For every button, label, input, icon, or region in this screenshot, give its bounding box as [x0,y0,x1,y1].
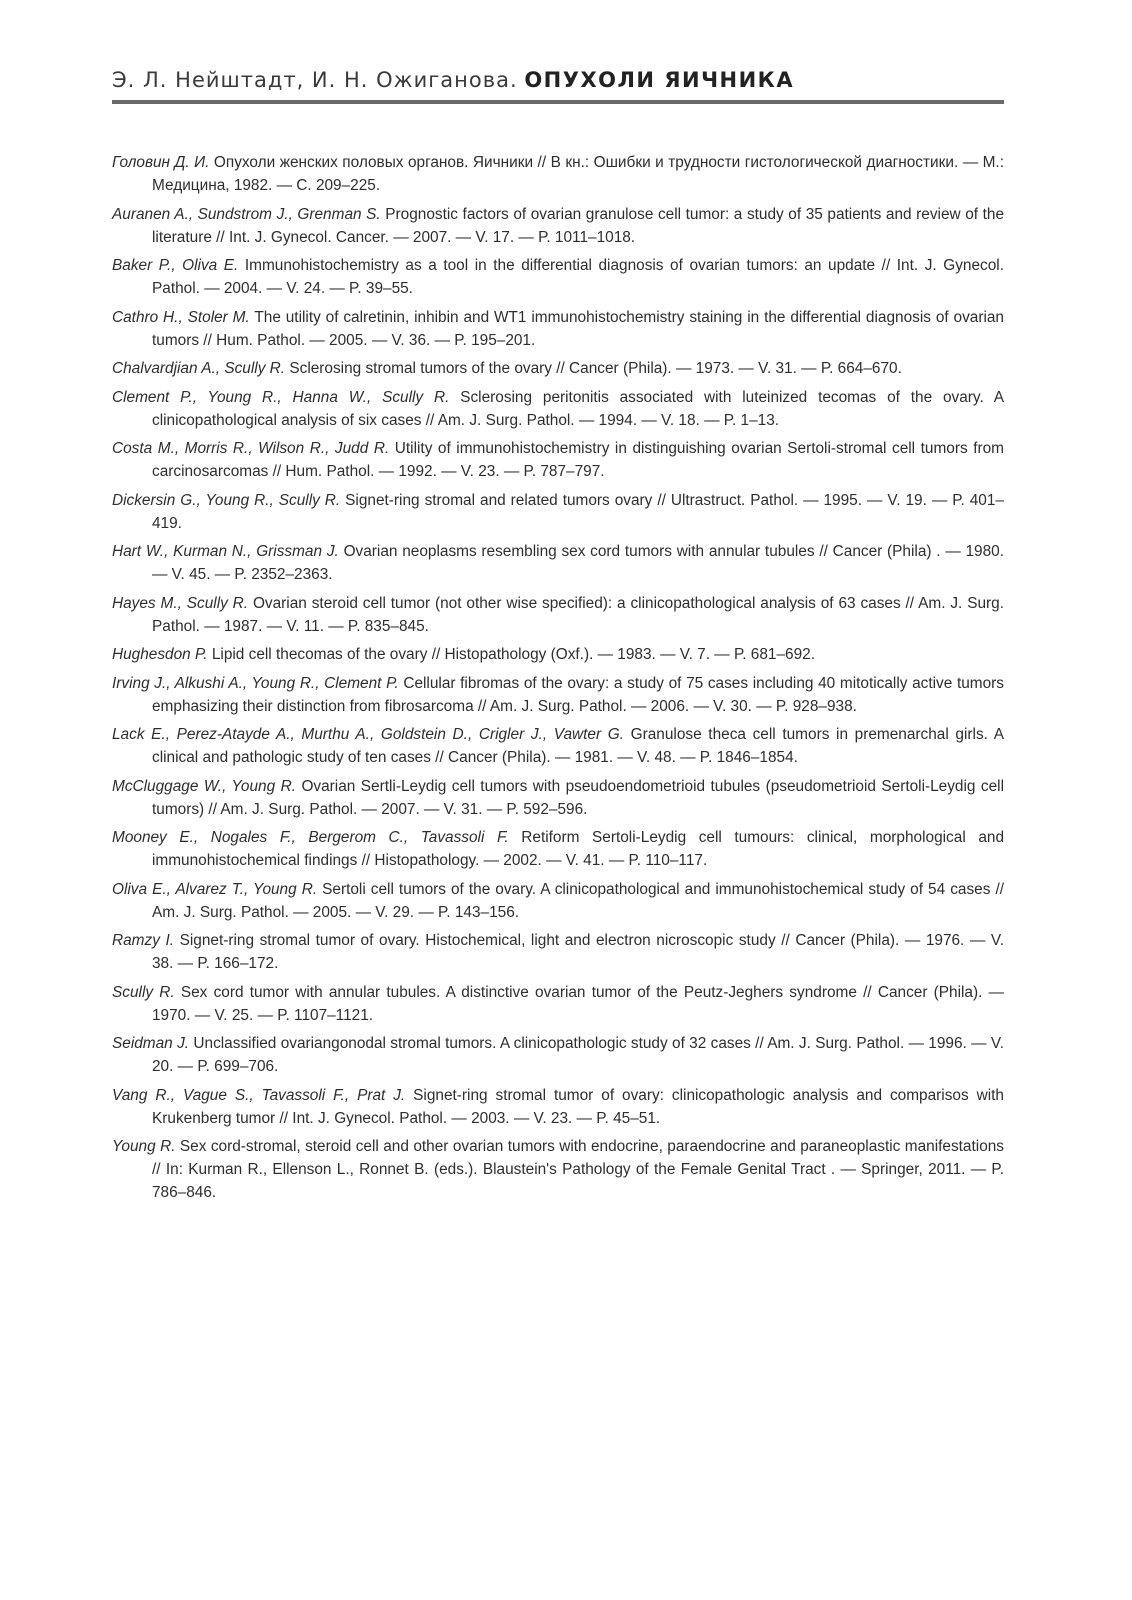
running-head-authors: Э. Л. Нейштадт, И. Н. Ожиганова. [112,68,518,92]
reference-authors: Young R. [112,1138,176,1155]
reference-text: Utility of immunohistochemistry in distinguishing ovarian Sertoli-stromal cell tumors from carcinosarcomas // Hum. Pathol. — 1992. — V. 23. — P. 787–797. [152,440,1004,480]
reference-item [112,775,1004,821]
reference-authors: Baker P., Oliva E. [112,257,239,274]
reference-authors: Scully R. [112,983,175,1001]
reference-text: Sertoli cell tumors of the ovary. A clinicopathological and immunohistochemical study of 54 cases // Am. J. Surg. Pathol. — 2005. — V. 29. — P. 143–156. [152,880,1004,921]
page [112,66,1004,1210]
reference-text: Signet-ring stromal and related tumors ovary // Ultrastruct. Pathol. — 1995. — V. 19. — P. 401–419. [152,491,1004,532]
reference-text: Retiform Sertoli-Leydig cell tumours: clinical, morphological and immunohistochemical findings // Histopathology. — 2002. — V. 41. — P. 110–117. [152,829,1005,869]
reference-item [112,357,1004,380]
reference-item [112,254,1004,300]
reference-text: Prognostic factors of ovarian granulose cell tumor: a study of 35 patients and review of the literature // Int. J. Gynecol. Cancer. — 2007. — V. 17. — P. 1011–1018. [152,205,1004,246]
reference-text: Unclassified ovariangonodal stromal tumors. A clinicopathologic study of 32 cases // Am. J. Surg. Pathol. — 1996. — V. 20. — P. 699–706. [152,1035,1004,1075]
reference-authors: Costa M., Morris R., Wilson R., Judd R. [112,440,390,457]
reference-text: Signet-ring stromal tumor of ovary: clinicopathologic analysis and comparisos with Krukenberg tumor // Int. J. Gynecol. Pathol. — 2003. — V. 23. — P. 45–51. [152,1086,1004,1127]
reference-item [112,1084,1004,1130]
reference-item [112,1032,1004,1078]
running-head-book-title: ОПУХОЛИ ЯИЧНИКА [524,68,795,92]
reference-authors: Ramzy I. [112,932,175,949]
running-head [112,66,1004,104]
reference-text: Granulose theca cell tumors in premenarchal girls. A clinical and pathologic study of ten cases // Cancer (Phila). — 1981. — V. 48. — P. 1846–1854. [152,726,1004,766]
reference-authors: McCluggage W., Young R. [112,777,297,795]
reference-text: Ovarian steroid cell tumor (not other wise specified): a clinicopathological analysis of 63 cases // Am. J. Surg. Pathol. — 1987. — V. 11. — P. 835–845. [152,594,1004,635]
reference-text: Sclerosing peritonitis associated with luteinized tecomas of the ovary. A clinicopathological analysis of six cases // Am. J. Surg. Pathol. — 1994. — V. 18. — P. 1–13. [152,388,1005,429]
reference-text: Lipid cell thecomas of the ovary // Histopathology (Oxf.). — 1983. — V. 7. — P. 681–692. [207,646,815,663]
reference-text: Signet-ring stromal tumor of ovary. Histochemical, light and electron nicroscopic study // Cancer (Phila). — 1976. — V. 38. — P. 166–172. [152,932,1004,972]
reference-item [112,929,1004,975]
reference-authors: Vang R., Vague S., Tavassoli F., Prat J. [112,1086,406,1104]
reference-text: Sex cord tumor with annular tubules. A distinctive ovarian tumor of the Peutz-Jeghers syndrome // Cancer (Phila). — 1970. — V. 25. — P. 1107–1121. [152,983,1004,1024]
reference-authors: Irving J., Alkushi A., Young R., Clement P. [112,674,399,692]
reference-item [112,878,1004,924]
reference-authors: Mooney E., Nogales F., Bergerom C., Tavassoli F. [112,829,509,846]
reference-text: Ovarian neoplasms resembling sex cord tumors with annular tubules // Cancer (Phila) . — 1980. — V. 45. — P. 2352–2363. [152,543,1004,583]
reference-item [112,592,1004,638]
reference-item [112,826,1004,872]
reference-item [112,489,1004,535]
reference-text: Cellular fibromas of the ovary: a study of 75 cases including 40 mitotically active tumors emphasizing their distinction from fibrosarcoma // Am. J. Surg. Pathol. — 2006. — V. 30. — P. 928–938. [152,674,1004,715]
reference-item [112,203,1004,249]
reference-authors: Hayes M., Scully R. [112,594,249,612]
reference-authors: Hughesdon P. [112,646,208,663]
reference-item [112,540,1004,586]
reference-text: Опухоли женских половых органов. Яичники // В кн.: Ошибки и трудности гистологической диагностики. — М.: Медицина, 1982. — С. 209–225. [152,154,1004,194]
reference-authors: Auranen A., Sundstrom J., Grenman S. [112,205,381,223]
reference-authors: Cathro H., Stoler M. [112,308,250,326]
reference-item [112,151,1004,197]
reference-item [112,306,1004,352]
reference-text: The utility of calretinin, inhibin and WT1 immunohistochemistry staining in the differential diagnosis of ovarian tumors // Hum. Pathol. — 2005. — V. 36. — P. 195–201. [152,308,1004,349]
reference-authors: Chalvardjian A., Scully R. [112,360,286,377]
reference-text: Ovarian Sertli-Leydig cell tumors with pseudoendometrioid tubules (pseudometrioid Sertoli-Leydig cell tumors) // Am. J. Surg. Pathol. — 2007. — V. 31. — P. 592–596. [152,777,1005,818]
reference-item [112,386,1004,432]
reference-authors: Seidman J. [112,1035,190,1052]
reference-authors: Головин Д. И. [112,154,210,171]
reference-item [112,643,1004,666]
reference-authors: Oliva E., Alvarez T., Young R. [112,880,318,898]
reference-list [112,151,1004,1204]
reference-item [112,981,1004,1027]
reference-text: Sex cord-stromal, steroid cell and other ovarian tumors with endocrine, paraendocrine and paraneoplastic manifestations // In: Kurman R., Ellenson L., Ronnet B. (eds.). Blaustein's Pathology of the Female Genital Tract . — Springer, 2011. — P. 786–846. [152,1138,1005,1201]
reference-item [112,723,1004,769]
reference-authors: Clement P., Young R., Hanna W., Scully R. [112,388,450,406]
reference-text: Sclerosing stromal tumors of the ovary // Cancer (Phila). — 1973. — V. 31. — P. 664–670. [285,360,902,377]
reference-item [112,437,1004,483]
reference-authors: Hart W., Kurman N., Grissman J. [112,543,339,560]
reference-item [112,1135,1004,1204]
reference-item [112,672,1004,718]
reference-authors: Dickersin G., Young R., Scully R. [112,491,341,509]
reference-text: Immunohistochemistry as a tool in the differential diagnosis of ovarian tumors: an update // Int. J. Gynecol. Pathol. — 2004. — V. 24. — P. 39–55. [152,257,1004,297]
reference-authors: Lack E., Perez-Atayde A., Murthu A., Goldstein D., Crigler J., Vawter G. [112,726,624,743]
